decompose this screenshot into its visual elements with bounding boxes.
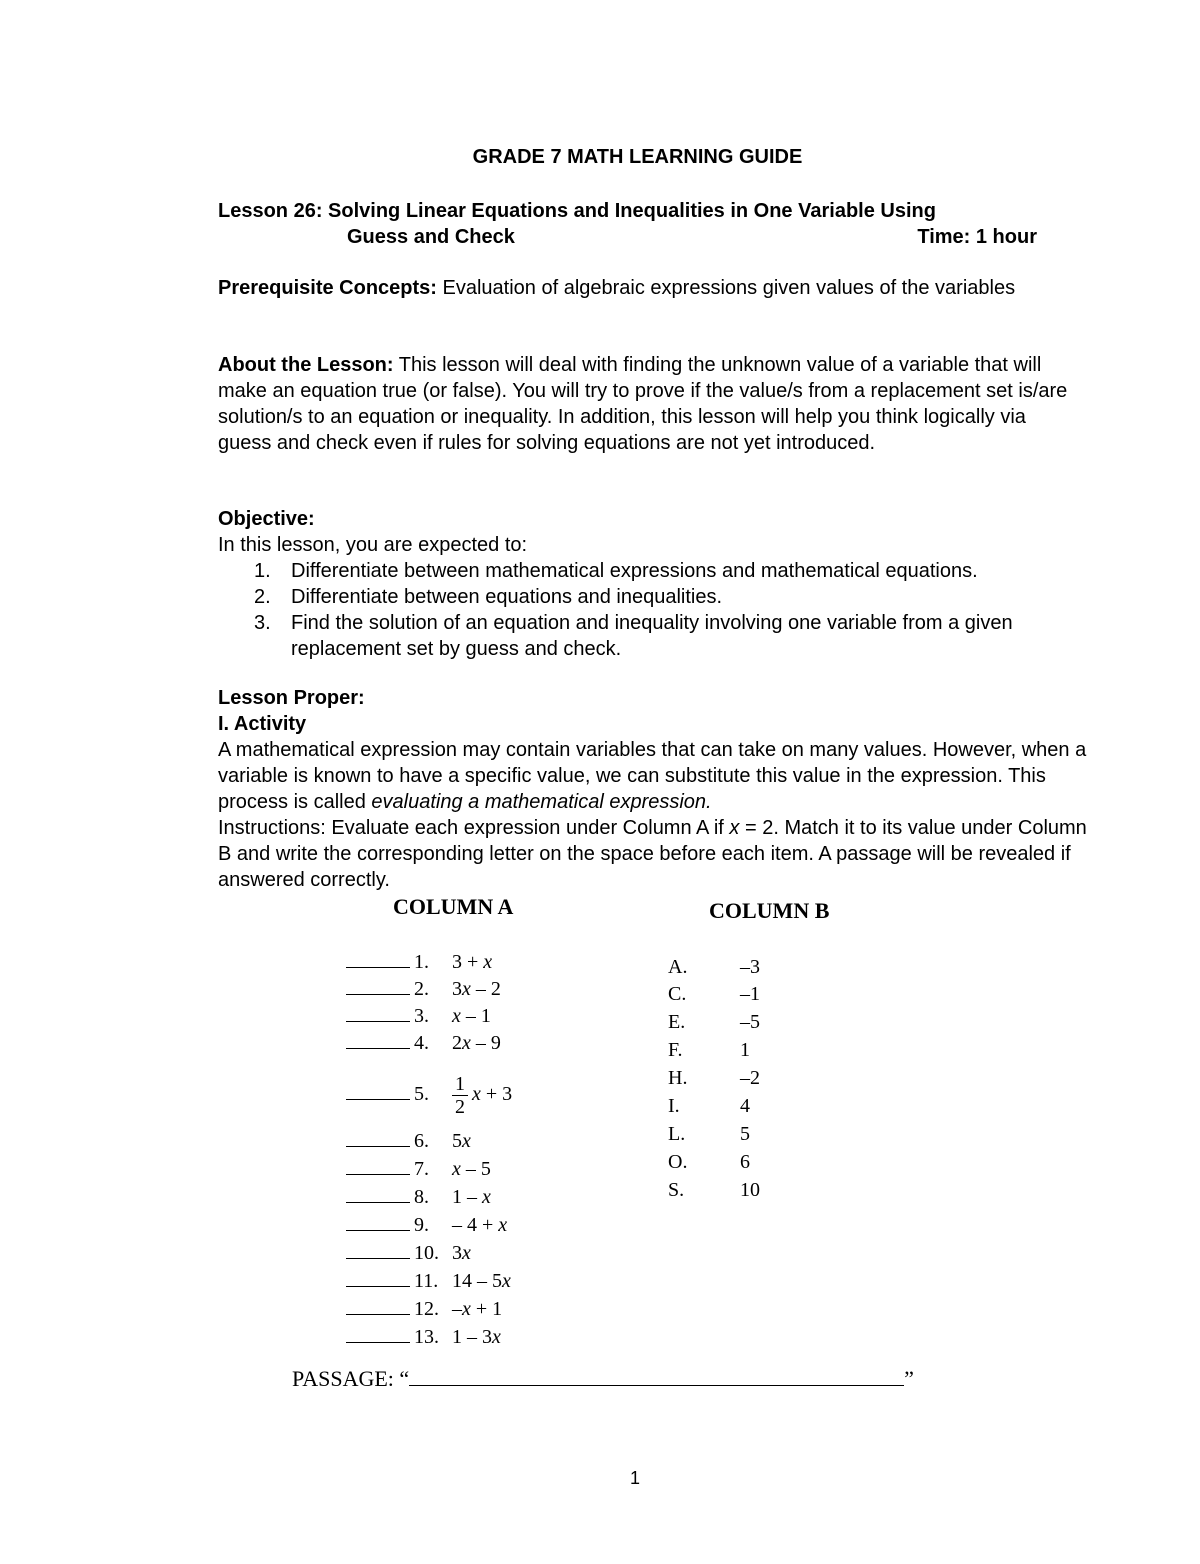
page-number: 1: [630, 1468, 641, 1488]
item-number: 5.: [414, 1083, 429, 1105]
passage-answer-blank[interactable]: [409, 1365, 904, 1386]
item-letter: A.: [668, 956, 688, 978]
item-value: –3: [740, 956, 760, 978]
objective-item: [218, 558, 1078, 584]
objective-item-text: Find the solution of an equation and inequality involving one variable from a given replacement set by guess and check.: [291, 612, 1013, 660]
prerequisite-label: Prerequisite Concepts:: [218, 277, 437, 299]
item-value: 5: [740, 1123, 750, 1145]
lesson-time: Time: 1 hour: [917, 226, 1037, 248]
instructions-paragraph: [218, 815, 1088, 893]
instructions-variable: x: [729, 817, 740, 839]
instructions-text-cont: = 2. Match it to its value under Column B and write the corresponding letter on the space before each item. A passage will be revealed if answered correctly.: [218, 817, 1087, 891]
item-expression: –x + 1: [452, 1298, 503, 1320]
column-a-item: [346, 975, 501, 1003]
fraction-numerator: 1: [455, 1072, 465, 1095]
answer-blank[interactable]: [346, 1128, 410, 1147]
objective-item-text: Differentiate between mathematical expressions and mathematical equations.: [291, 560, 978, 582]
column-b-item: [668, 1036, 750, 1064]
answer-blank[interactable]: [346, 1268, 410, 1287]
item-value: –1: [740, 983, 760, 1005]
column-a-item: [346, 948, 492, 976]
answer-blank[interactable]: [346, 1003, 410, 1022]
about-section: [218, 352, 1068, 456]
column-b-item: [668, 980, 760, 1008]
answer-blank[interactable]: [346, 1240, 410, 1259]
answer-blank[interactable]: [346, 1030, 410, 1049]
lesson-title-line2: Guess and Check: [347, 226, 515, 248]
column-a-item: [346, 1267, 511, 1295]
about-text: This lesson will deal with finding the unknown value of a variable that will make an equation true (or false). You will try to prove if the value/s from a replacement set is/are solution/s to an equation or inequality. In addition, this lesson will help you think logically via guess and check even if rules for solving equations are not yet introduced.: [218, 354, 1068, 454]
item-value: 1: [740, 1039, 750, 1061]
item-number: 1.: [414, 951, 429, 973]
item-expression: 1 – x: [452, 1186, 491, 1208]
column-b-item: [668, 1176, 760, 1204]
column-a-item: [346, 1323, 501, 1351]
item-expression: 3x: [452, 1242, 471, 1264]
item-letter: I.: [668, 1095, 680, 1117]
column-a-item: [346, 1002, 491, 1030]
column-a-item: [346, 1295, 502, 1323]
answer-blank[interactable]: [346, 1296, 410, 1315]
column-b-item: [668, 1008, 760, 1036]
answer-blank[interactable]: [346, 1324, 410, 1343]
item-expression: 2x – 9: [452, 1032, 501, 1054]
item-number: 8.: [414, 1186, 429, 1208]
answer-blank[interactable]: [346, 976, 410, 995]
item-expression: 3 + x: [452, 951, 493, 973]
column-a-item: [346, 1127, 471, 1155]
item-expression: – 4 + x: [452, 1214, 508, 1236]
instructions-text: Instructions: Evaluate each expression under Column A if: [218, 817, 724, 839]
objective-label: Objective:: [218, 508, 315, 530]
item-number: 9.: [414, 1214, 429, 1236]
item-number: 6.: [414, 1130, 429, 1152]
column-a-item: [346, 1066, 512, 1122]
about-label: About the Lesson:: [218, 354, 394, 376]
lesson-label: Lesson 26:: [218, 200, 323, 222]
lesson-heading-line2: [347, 224, 1037, 250]
column-a-item: [346, 1239, 471, 1267]
item-number: 4.: [414, 1032, 429, 1054]
activity-heading: I. Activity: [218, 713, 307, 735]
column-a-heading: COLUMN A: [393, 894, 514, 919]
item-expression: 5x: [452, 1130, 471, 1152]
item-number: 10.: [414, 1242, 439, 1264]
item-number: 2.: [414, 978, 429, 1000]
column-b-item: [668, 1064, 760, 1092]
answer-blank[interactable]: [346, 949, 410, 968]
item-number: 11.: [414, 1270, 439, 1292]
column-b-item: [668, 1120, 750, 1148]
item-letter: S.: [668, 1179, 685, 1201]
activity-text: A mathematical expression may contain variables that can take on many values. However, when a variable is known to have a specific value, we can substitute this value in the expression. This process is called: [218, 739, 1087, 813]
item-expression: x – 5: [452, 1158, 491, 1180]
item-number: 12.: [414, 1298, 439, 1320]
item-letter: H.: [668, 1067, 688, 1089]
objective-item-number: 1.: [254, 560, 271, 582]
answer-blank[interactable]: [346, 1081, 410, 1100]
item-expression: 3x – 2: [452, 978, 501, 1000]
page-title: GRADE 7 MATH LEARNING GUIDE: [472, 146, 803, 168]
column-b-item: [668, 1148, 750, 1176]
item-letter: O.: [668, 1151, 688, 1173]
lesson-heading: [218, 198, 936, 224]
activity-term: evaluating a mathematical expression.: [371, 791, 712, 813]
item-value: –5: [740, 1011, 760, 1033]
objective-item-number: 2.: [254, 586, 271, 608]
answer-blank[interactable]: [346, 1156, 410, 1175]
objective-intro: In this lesson, you are expected to:: [218, 534, 528, 556]
column-a-item: [346, 1183, 491, 1211]
item-expression: x – 1: [452, 1005, 491, 1027]
item-letter: C.: [668, 983, 687, 1005]
column-a-item: [346, 1155, 491, 1183]
lesson-proper-section: [218, 685, 1088, 893]
column-b-item: [668, 953, 760, 981]
item-number: 13.: [414, 1326, 439, 1348]
item-number: 7.: [414, 1158, 429, 1180]
objective-item: [218, 584, 1078, 610]
passage-line: [292, 1365, 914, 1392]
column-a-item: [346, 1211, 507, 1239]
column-b-item: [668, 1092, 750, 1120]
item-value: 6: [740, 1151, 750, 1173]
lesson-title-line1: Solving Linear Equations and Inequalities in One Variable Using: [328, 200, 936, 222]
column-b-heading: COLUMN B: [709, 898, 830, 923]
objective-item-text: Differentiate between equations and inequalities.: [291, 586, 723, 608]
objective-item: [218, 610, 1078, 662]
passage-label: PASSAGE: “: [292, 1366, 410, 1391]
item-letter: E.: [668, 1011, 686, 1033]
item-number: 3.: [414, 1005, 429, 1027]
column-a-item: [346, 1029, 501, 1057]
passage-close-quote: ”: [904, 1366, 914, 1391]
fraction-denominator: 2: [452, 1095, 468, 1118]
item-letter: L.: [668, 1123, 686, 1145]
objective-section: [218, 506, 1078, 662]
item-letter: F.: [668, 1039, 683, 1061]
objective-list: [218, 558, 1078, 662]
fraction: [452, 1073, 468, 1118]
prerequisite-text: Evaluation of algebraic expressions given values of the variables: [442, 277, 1016, 299]
item-expression: 1 – 3x: [452, 1326, 501, 1348]
item-value: 4: [740, 1095, 750, 1117]
objective-item-number: 3.: [254, 612, 271, 634]
activity-paragraph: [218, 737, 1088, 815]
item-value: 10: [740, 1179, 760, 1201]
prerequisite-section: [218, 275, 1058, 301]
lesson-proper-label: Lesson Proper:: [218, 687, 365, 709]
item-expression: 14 – 5x: [452, 1270, 511, 1292]
answer-blank[interactable]: [346, 1184, 410, 1203]
answer-blank[interactable]: [346, 1212, 410, 1231]
item-expression: x + 3: [472, 1083, 513, 1105]
item-value: –2: [740, 1067, 760, 1089]
